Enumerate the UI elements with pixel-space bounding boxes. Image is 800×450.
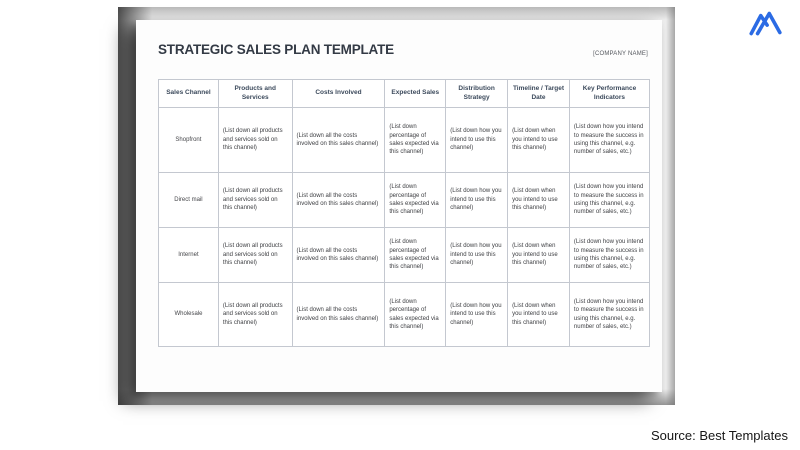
- page-title: STRATEGIC SALES PLAN TEMPLATE: [158, 42, 394, 57]
- column-header: Products and Services: [218, 80, 292, 108]
- column-header: Timeline / Target Date: [508, 80, 570, 108]
- channel-cell: Internet: [159, 228, 219, 283]
- table-row: [159, 228, 650, 283]
- placeholder-cell: (List down how you intend to measure the success in using this channel, e.g. number of sales, etc.): [569, 283, 649, 347]
- table-row: [159, 173, 650, 228]
- column-header: Distribution Strategy: [446, 80, 508, 108]
- column-header: Key Performance Indicators: [569, 80, 649, 108]
- company-name-placeholder: [COMPANY NAME]: [593, 51, 648, 57]
- placeholder-cell: (List down all the costs involved on this sales channel): [292, 283, 385, 347]
- photo-backdrop: [118, 7, 675, 405]
- placeholder-cell: (List down when you intend to use this channel): [508, 173, 570, 228]
- placeholder-cell: (List down how you intend to measure the success in using this channel, e.g. number of sales, etc.): [569, 173, 649, 228]
- source-credit: Source: Best Templates: [650, 428, 788, 443]
- channel-cell: Direct mail: [159, 173, 219, 228]
- placeholder-cell: (List down how you intend to use this channel): [446, 283, 508, 347]
- placeholder-cell: (List down how you intend to measure the success in using this channel, e.g. number of sales, etc.): [569, 228, 649, 283]
- placeholder-cell: (List down percentage of sales expected via this channel): [385, 173, 446, 228]
- table-header: [159, 80, 650, 108]
- table-row: [159, 283, 650, 347]
- placeholder-cell: (List down when you intend to use this channel): [508, 283, 570, 347]
- placeholder-cell: (List down how you intend to use this channel): [446, 173, 508, 228]
- sales-plan-table: [158, 79, 650, 347]
- placeholder-cell: (List down when you intend to use this channel): [508, 228, 570, 283]
- mountain-logo-icon: [747, 8, 783, 38]
- placeholder-cell: (List down percentage of sales expected via this channel): [385, 283, 446, 347]
- placeholder-cell: (List down all the costs involved on this sales channel): [292, 228, 385, 283]
- placeholder-cell: (List down all products and services sold on this channel): [218, 228, 292, 283]
- placeholder-cell: (List down how you intend to measure the success in using this channel, e.g. number of sales, etc.): [569, 108, 649, 173]
- placeholder-cell: (List down all the costs involved on this sales channel): [292, 173, 385, 228]
- placeholder-cell: (List down all products and services sold on this channel): [218, 173, 292, 228]
- column-header: Sales Channel: [159, 80, 219, 108]
- document-page: [136, 20, 662, 392]
- table-row: [159, 108, 650, 173]
- placeholder-cell: (List down percentage of sales expected via this channel): [385, 228, 446, 283]
- placeholder-cell: (List down percentage of sales expected via this channel): [385, 108, 446, 173]
- channel-cell: Wholesale: [159, 283, 219, 347]
- column-header: Expected Sales: [385, 80, 446, 108]
- placeholder-cell: (List down how you intend to use this channel): [446, 108, 508, 173]
- placeholder-cell: (List down all products and services sold on this channel): [218, 108, 292, 173]
- placeholder-cell: (List down when you intend to use this channel): [508, 108, 570, 173]
- placeholder-cell: (List down how you intend to use this channel): [446, 228, 508, 283]
- channel-cell: Shopfront: [159, 108, 219, 173]
- column-header: Costs Involved: [292, 80, 385, 108]
- placeholder-cell: (List down all products and services sold on this channel): [218, 283, 292, 347]
- placeholder-cell: (List down all the costs involved on this sales channel): [292, 108, 385, 173]
